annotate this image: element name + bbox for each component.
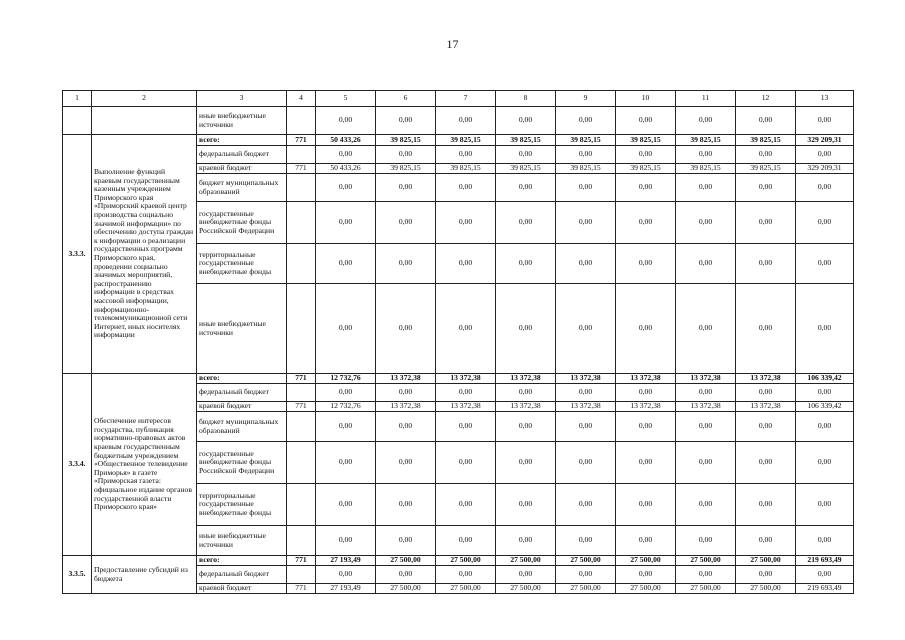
value-cell: 0,00 bbox=[496, 107, 556, 135]
funding-source: территориальные государственные внебюджетные фонды bbox=[197, 484, 287, 526]
value-cell: 106 339,42 bbox=[796, 374, 854, 384]
value-cell: 13 372,38 bbox=[556, 374, 616, 384]
value-cell: 0,00 bbox=[376, 284, 436, 374]
value-cell: 0,00 bbox=[676, 442, 736, 484]
value-cell: 0,00 bbox=[376, 107, 436, 135]
admin-code: 771 bbox=[287, 584, 316, 594]
item-name: Обеспечение интересов государства, публикация нормативно-правовых актов краевым государственным бюджетным учреждением «Общественное телевидение Приморья» в газете «Приморская газета: официальное издание органов государственной власти Приморского края» bbox=[92, 374, 197, 556]
value-cell: 0,00 bbox=[556, 174, 616, 202]
value-cell: 0,00 bbox=[616, 284, 676, 374]
value-cell: 0,00 bbox=[796, 442, 854, 484]
value-cell: 0,00 bbox=[796, 174, 854, 202]
value-cell: 0,00 bbox=[376, 442, 436, 484]
value-cell: 27 500,00 bbox=[616, 584, 676, 594]
value-cell: 39 825,15 bbox=[676, 164, 736, 174]
admin-code bbox=[287, 174, 316, 202]
value-cell: 0,00 bbox=[496, 146, 556, 164]
value-cell: 0,00 bbox=[556, 442, 616, 484]
value-cell: 0,00 bbox=[436, 412, 496, 442]
value-cell: 13 372,38 bbox=[616, 402, 676, 412]
value-cell: 39 825,15 bbox=[736, 135, 796, 146]
value-cell: 0,00 bbox=[676, 202, 736, 244]
value-cell: 27 500,00 bbox=[496, 556, 556, 566]
value-cell: 0,00 bbox=[796, 146, 854, 164]
header-cell: 12 bbox=[736, 91, 796, 107]
admin-code: 771 bbox=[287, 164, 316, 174]
value-cell: 0,00 bbox=[556, 202, 616, 244]
value-cell: 0,00 bbox=[376, 412, 436, 442]
value-cell: 0,00 bbox=[496, 244, 556, 284]
value-cell: 0,00 bbox=[556, 107, 616, 135]
header-row bbox=[63, 91, 854, 107]
value-cell: 0,00 bbox=[316, 442, 376, 484]
value-cell: 13 372,38 bbox=[496, 374, 556, 384]
value-cell: 0,00 bbox=[376, 146, 436, 164]
value-cell: 0,00 bbox=[556, 384, 616, 402]
value-cell: 27 500,00 bbox=[496, 584, 556, 594]
value-cell: 0,00 bbox=[436, 107, 496, 135]
value-cell: 0,00 bbox=[436, 244, 496, 284]
admin-code: 771 bbox=[287, 556, 316, 566]
value-cell: 0,00 bbox=[736, 202, 796, 244]
value-cell: 0,00 bbox=[496, 412, 556, 442]
value-cell: 0,00 bbox=[316, 244, 376, 284]
item-code: 3.3.5. bbox=[63, 556, 92, 594]
funding-source: государственные внебюджетные фонды Российской Федерации bbox=[197, 442, 287, 484]
value-cell: 0,00 bbox=[556, 244, 616, 284]
value-cell: 0,00 bbox=[376, 526, 436, 556]
value-cell: 0,00 bbox=[676, 284, 736, 374]
value-cell: 0,00 bbox=[316, 107, 376, 135]
value-cell: 0,00 bbox=[436, 202, 496, 244]
value-cell: 0,00 bbox=[736, 484, 796, 526]
admin-code bbox=[287, 202, 316, 244]
value-cell: 0,00 bbox=[496, 202, 556, 244]
value-cell: 0,00 bbox=[616, 442, 676, 484]
value-cell: 27 500,00 bbox=[736, 556, 796, 566]
value-cell: 0,00 bbox=[796, 412, 854, 442]
value-cell: 219 693,49 bbox=[796, 556, 854, 566]
header-cell: 13 bbox=[796, 91, 854, 107]
value-cell: 13 372,38 bbox=[676, 374, 736, 384]
value-cell: 39 825,15 bbox=[376, 135, 436, 146]
value-cell: 0,00 bbox=[796, 244, 854, 284]
value-cell: 39 825,15 bbox=[376, 164, 436, 174]
value-cell: 0,00 bbox=[796, 107, 854, 135]
admin-code bbox=[287, 412, 316, 442]
admin-code bbox=[287, 526, 316, 556]
value-cell: 0,00 bbox=[436, 442, 496, 484]
value-cell: 39 825,15 bbox=[556, 164, 616, 174]
value-cell: 0,00 bbox=[376, 566, 436, 584]
table-row bbox=[63, 556, 854, 566]
value-cell: 0,00 bbox=[736, 526, 796, 556]
value-cell: 0,00 bbox=[796, 484, 854, 526]
item-code: 3.3.4. bbox=[63, 374, 92, 556]
header-cell: 8 bbox=[496, 91, 556, 107]
value-cell: 0,00 bbox=[616, 566, 676, 584]
value-cell: 0,00 bbox=[436, 284, 496, 374]
value-cell: 12 732,76 bbox=[316, 402, 376, 412]
funding-source: федеральный бюджет bbox=[197, 384, 287, 402]
value-cell: 0,00 bbox=[496, 566, 556, 584]
value-cell: 0,00 bbox=[376, 484, 436, 526]
header-cell: 5 bbox=[316, 91, 376, 107]
value-cell: 0,00 bbox=[736, 107, 796, 135]
value-cell: 13 372,38 bbox=[436, 374, 496, 384]
table-row bbox=[63, 374, 854, 384]
value-cell: 0,00 bbox=[556, 412, 616, 442]
funding-source: территориальные государственные внебюджетные фонды bbox=[197, 244, 287, 284]
admin-code bbox=[287, 244, 316, 284]
value-cell: 0,00 bbox=[616, 146, 676, 164]
value-cell: 0,00 bbox=[616, 107, 676, 135]
header-cell: 6 bbox=[376, 91, 436, 107]
value-cell: 0,00 bbox=[316, 284, 376, 374]
value-cell: 27 500,00 bbox=[376, 556, 436, 566]
funding-source: краевой бюджет bbox=[197, 584, 287, 594]
value-cell: 0,00 bbox=[496, 442, 556, 484]
value-cell: 329 209,31 bbox=[796, 135, 854, 146]
item-name bbox=[92, 107, 197, 135]
value-cell: 39 825,15 bbox=[496, 164, 556, 174]
item-name: Предоставление субсидий из бюджета bbox=[92, 556, 197, 594]
admin-code: 771 bbox=[287, 402, 316, 412]
item-name: Выполнение функций краевым государственным казенным учреждением Приморского края «Приморский краевой центр производства социально значимой информации» по обеспечению доступа граждан к информации о реализации государственных программ Приморского края, проведении социально значимых мероприятий, распространению информации в средствах массовой информации, информационно-телекоммуникационной сети Интернет, иных носителях информации bbox=[92, 135, 197, 374]
value-cell: 0,00 bbox=[676, 384, 736, 402]
value-cell: 0,00 bbox=[376, 384, 436, 402]
value-cell: 50 433,26 bbox=[316, 135, 376, 146]
funding-source: краевой бюджет bbox=[197, 164, 287, 174]
admin-code: 771 bbox=[287, 135, 316, 146]
value-cell: 50 433,26 bbox=[316, 164, 376, 174]
value-cell: 0,00 bbox=[496, 526, 556, 556]
value-cell: 0,00 bbox=[616, 526, 676, 556]
value-cell: 27 500,00 bbox=[436, 556, 496, 566]
value-cell: 13 372,38 bbox=[376, 374, 436, 384]
value-cell: 13 372,38 bbox=[436, 402, 496, 412]
item-code bbox=[63, 107, 92, 135]
value-cell: 0,00 bbox=[436, 526, 496, 556]
value-cell: 0,00 bbox=[676, 566, 736, 584]
value-cell: 0,00 bbox=[436, 384, 496, 402]
value-cell: 0,00 bbox=[376, 174, 436, 202]
value-cell: 0,00 bbox=[316, 146, 376, 164]
value-cell: 27 500,00 bbox=[556, 556, 616, 566]
value-cell: 0,00 bbox=[616, 412, 676, 442]
value-cell: 0,00 bbox=[676, 412, 736, 442]
value-cell: 13 372,38 bbox=[496, 402, 556, 412]
value-cell: 0,00 bbox=[736, 412, 796, 442]
value-cell: 0,00 bbox=[676, 244, 736, 284]
value-cell: 0,00 bbox=[736, 284, 796, 374]
table-row bbox=[63, 135, 854, 146]
value-cell: 329 209,31 bbox=[796, 164, 854, 174]
funding-source: всего: bbox=[197, 135, 287, 146]
value-cell: 0,00 bbox=[736, 442, 796, 484]
value-cell: 13 372,38 bbox=[376, 402, 436, 412]
value-cell: 39 825,15 bbox=[496, 135, 556, 146]
value-cell: 0,00 bbox=[616, 244, 676, 284]
value-cell: 0,00 bbox=[796, 526, 854, 556]
value-cell: 0,00 bbox=[676, 526, 736, 556]
value-cell: 27 193,49 bbox=[316, 584, 376, 594]
value-cell: 0,00 bbox=[796, 202, 854, 244]
header-cell: 3 bbox=[197, 91, 287, 107]
value-cell: 0,00 bbox=[436, 566, 496, 584]
value-cell: 0,00 bbox=[616, 384, 676, 402]
value-cell: 27 500,00 bbox=[616, 556, 676, 566]
funding-source: бюджет муниципальных образований bbox=[197, 174, 287, 202]
value-cell: 12 732,76 bbox=[316, 374, 376, 384]
value-cell: 0,00 bbox=[676, 484, 736, 526]
admin-code bbox=[287, 384, 316, 402]
funding-source: иные внебюджетные источники bbox=[197, 284, 287, 374]
value-cell: 0,00 bbox=[436, 174, 496, 202]
value-cell: 39 825,15 bbox=[616, 135, 676, 146]
value-cell: 0,00 bbox=[676, 107, 736, 135]
value-cell: 39 825,15 bbox=[616, 164, 676, 174]
value-cell: 39 825,15 bbox=[436, 164, 496, 174]
value-cell: 0,00 bbox=[556, 526, 616, 556]
value-cell: 0,00 bbox=[316, 412, 376, 442]
value-cell: 39 825,15 bbox=[676, 135, 736, 146]
admin-code bbox=[287, 107, 316, 135]
value-cell: 0,00 bbox=[736, 384, 796, 402]
value-cell: 27 500,00 bbox=[556, 584, 616, 594]
value-cell: 0,00 bbox=[616, 202, 676, 244]
value-cell: 39 825,15 bbox=[736, 164, 796, 174]
page-number: 17 bbox=[446, 37, 459, 51]
value-cell: 13 372,38 bbox=[736, 374, 796, 384]
funding-source: иные внебюджетные источники bbox=[197, 107, 287, 135]
funding-source: всего: bbox=[197, 556, 287, 566]
value-cell: 27 500,00 bbox=[376, 584, 436, 594]
funding-source: краевой бюджет bbox=[197, 402, 287, 412]
header-cell: 10 bbox=[616, 91, 676, 107]
value-cell: 0,00 bbox=[496, 284, 556, 374]
value-cell: 106 339,42 bbox=[796, 402, 854, 412]
value-cell: 27 500,00 bbox=[436, 584, 496, 594]
funding-source: иные внебюджетные источники bbox=[197, 526, 287, 556]
value-cell: 0,00 bbox=[736, 174, 796, 202]
header-cell: 1 bbox=[63, 91, 92, 107]
funding-source: бюджет муниципальных образований bbox=[197, 412, 287, 442]
admin-code bbox=[287, 442, 316, 484]
value-cell: 0,00 bbox=[316, 566, 376, 584]
value-cell: 0,00 bbox=[436, 146, 496, 164]
value-cell: 39 825,15 bbox=[436, 135, 496, 146]
header-cell: 2 bbox=[92, 91, 197, 107]
value-cell: 0,00 bbox=[556, 146, 616, 164]
value-cell: 0,00 bbox=[796, 284, 854, 374]
value-cell: 13 372,38 bbox=[556, 402, 616, 412]
admin-code bbox=[287, 146, 316, 164]
admin-code bbox=[287, 484, 316, 526]
header-cell: 9 bbox=[556, 91, 616, 107]
value-cell: 0,00 bbox=[556, 284, 616, 374]
admin-code: 771 bbox=[287, 374, 316, 384]
value-cell: 0,00 bbox=[316, 174, 376, 202]
admin-code bbox=[287, 566, 316, 584]
value-cell: 0,00 bbox=[556, 566, 616, 584]
value-cell: 27 193,49 bbox=[316, 556, 376, 566]
value-cell: 0,00 bbox=[616, 174, 676, 202]
value-cell: 0,00 bbox=[316, 384, 376, 402]
value-cell: 0,00 bbox=[616, 484, 676, 526]
value-cell: 13 372,38 bbox=[616, 374, 676, 384]
funding-source: федеральный бюджет bbox=[197, 566, 287, 584]
value-cell: 27 500,00 bbox=[676, 556, 736, 566]
value-cell: 39 825,15 bbox=[556, 135, 616, 146]
admin-code bbox=[287, 284, 316, 374]
value-cell: 0,00 bbox=[436, 484, 496, 526]
header-cell: 11 bbox=[676, 91, 736, 107]
value-cell: 0,00 bbox=[736, 146, 796, 164]
value-cell: 0,00 bbox=[496, 174, 556, 202]
value-cell: 27 500,00 bbox=[676, 584, 736, 594]
value-cell: 0,00 bbox=[496, 384, 556, 402]
value-cell: 0,00 bbox=[376, 202, 436, 244]
value-cell: 219 693,49 bbox=[796, 584, 854, 594]
value-cell: 0,00 bbox=[676, 146, 736, 164]
value-cell: 0,00 bbox=[796, 566, 854, 584]
value-cell: 0,00 bbox=[796, 384, 854, 402]
value-cell: 0,00 bbox=[496, 484, 556, 526]
funding-source: федеральный бюджет bbox=[197, 146, 287, 164]
value-cell: 0,00 bbox=[316, 202, 376, 244]
value-cell: 0,00 bbox=[736, 244, 796, 284]
header-cell: 4 bbox=[287, 91, 316, 107]
value-cell: 0,00 bbox=[556, 484, 616, 526]
value-cell: 13 372,38 bbox=[736, 402, 796, 412]
budget-table bbox=[62, 90, 854, 594]
value-cell: 27 500,00 bbox=[736, 584, 796, 594]
funding-source: государственные внебюджетные фонды Российской Федерации bbox=[197, 202, 287, 244]
table-row bbox=[63, 107, 854, 135]
value-cell: 0,00 bbox=[376, 244, 436, 284]
funding-source: всего: bbox=[197, 374, 287, 384]
value-cell: 0,00 bbox=[316, 526, 376, 556]
header-cell: 7 bbox=[436, 91, 496, 107]
value-cell: 0,00 bbox=[736, 566, 796, 584]
value-cell: 13 372,38 bbox=[676, 402, 736, 412]
item-code: 3.3.3. bbox=[63, 135, 92, 374]
value-cell: 0,00 bbox=[676, 174, 736, 202]
value-cell: 0,00 bbox=[316, 484, 376, 526]
